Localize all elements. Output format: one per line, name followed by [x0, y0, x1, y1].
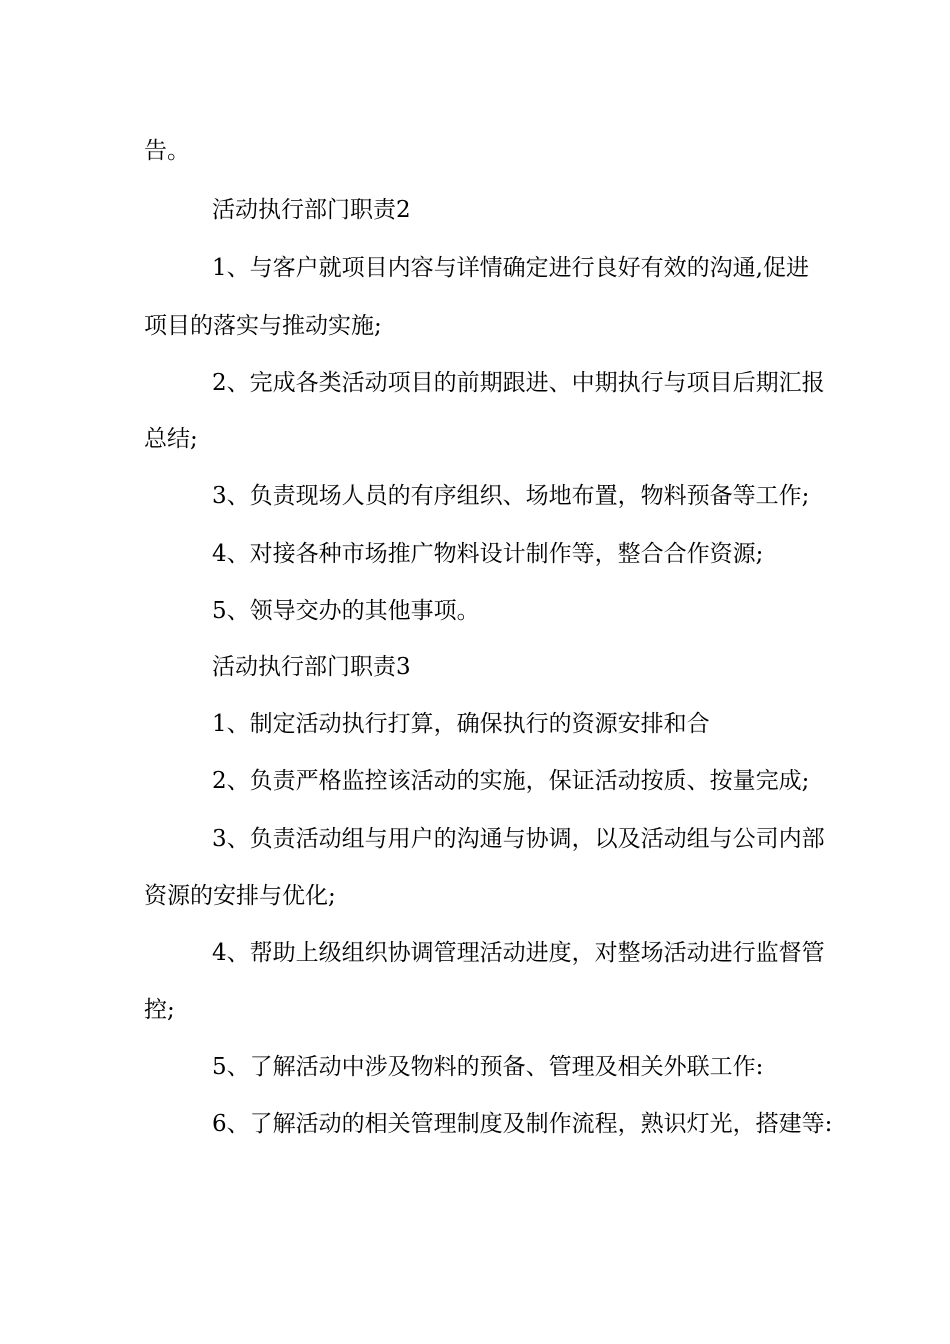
text-line: 4、对接各种市场推广物料设计制作等，整合合作资源; [212, 541, 764, 567]
text-line: 2、负责严格监控该活动的实施，保证活动按质、按量完成; [212, 768, 810, 794]
text-line: 5、了解活动中涉及物料的预备、管理及相关外联工作: [212, 1054, 764, 1080]
text-line: 3、负责现场人员的有序组织、场地布置，物料预备等工作; [212, 483, 810, 509]
text-line: 5、领导交办的其他事项。 [212, 598, 480, 624]
text-line: 2、完成各类活动项目的前期跟进、中期执行与项目后期汇报 [212, 370, 825, 396]
text-line: 控; [144, 997, 175, 1023]
text-line: 1、与客户就项目内容与详情确定进行良好有效的沟通,促进 [212, 255, 809, 281]
text-line: 1、制定活动执行打算，确保执行的资源安排和合 [212, 711, 710, 737]
section-heading: 活动执行部门职责3 [212, 654, 411, 680]
text-line: 6、了解活动的相关管理制度及制作流程，熟识灯光，搭建等: [212, 1111, 833, 1137]
text-line: 告。 [144, 138, 190, 164]
text-line: 4、帮助上级组织协调管理活动进度，对整场活动进行监督管 [212, 940, 825, 966]
text-line: 3、负责活动组与用户的沟通与协调，以及活动组与公司内部 [212, 826, 825, 852]
text-line: 资源的安排与优化; [144, 883, 336, 909]
text-line: 项目的落实与推动实施; [144, 313, 382, 339]
section-heading: 活动执行部门职责2 [212, 197, 411, 223]
text-line: 总结; [144, 426, 198, 452]
